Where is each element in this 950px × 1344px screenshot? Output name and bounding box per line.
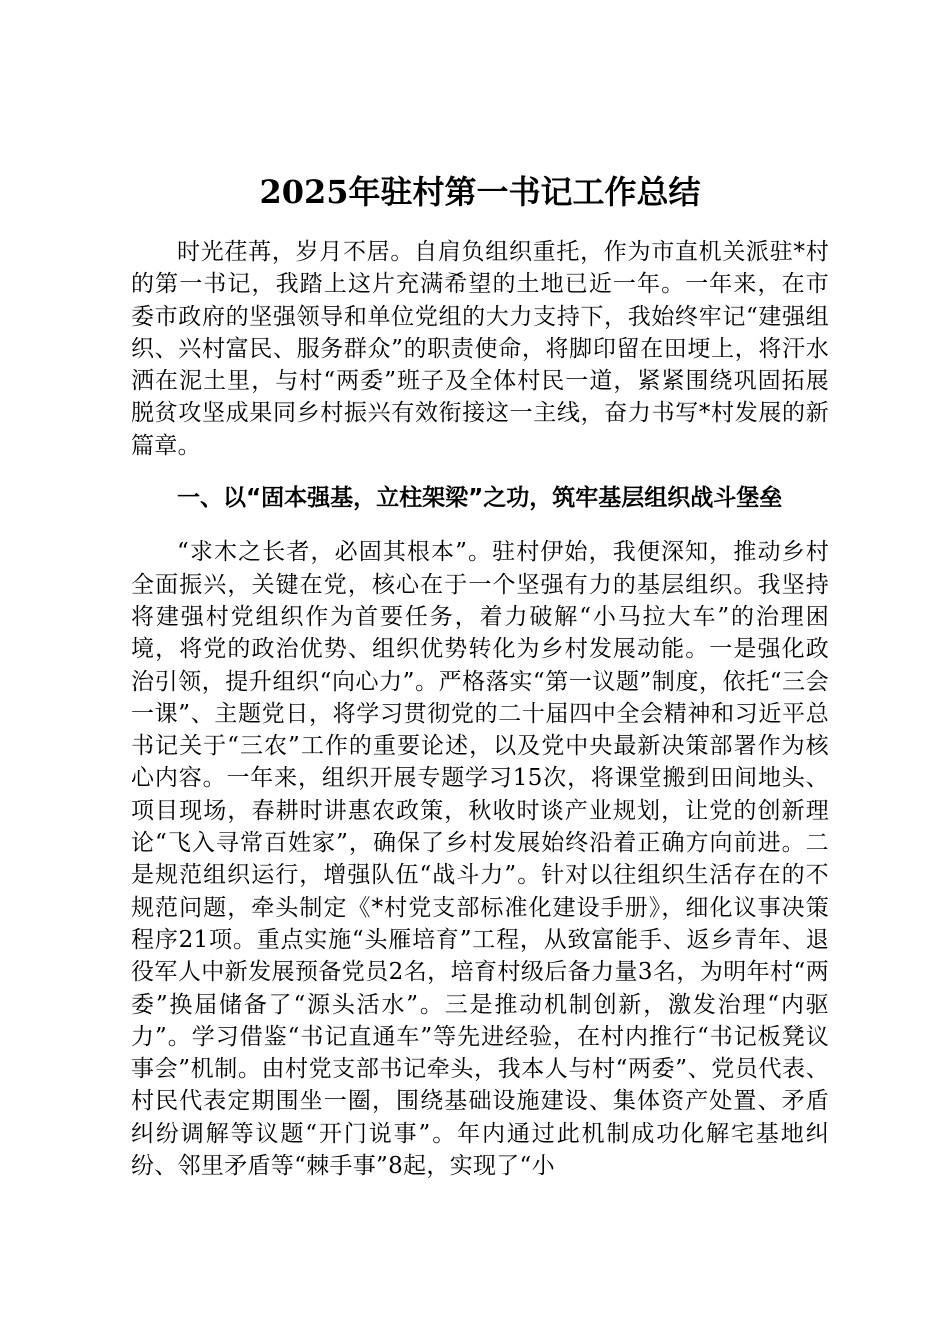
section-1-heading: 一、以“固本强基，立柱架梁”之功，筑牢基层组织战斗堡垒 <box>177 485 783 512</box>
section-1-paragraph: “求木之长者，必固其根本”。驻村伊始，我便深知，推动乡村全面振兴，关键在党，核心在于一个坚强有力的基层组织。我坚持将建强村党组织作为首要任务，着力破解“小马拉大车”的治理困境，将党的政治优势、组织优势转化为乡村发展动能。一是强化政治引领，提升组织“向心力”。严格落实“第一议题”制度，依托“三会一课”、主题党日，将学习贯彻党的二十届四中全会精神和习近平总书记关于“三农”工作的重要论述，以及党中央最新决策部署作为核心内容。一年来，组织开展专题学习15次，将课堂搬到田间地头、项目现场，春耕时讲惠农政策，秋收时谈产业规划，让党的创新理论“飞入寻常百姓家”，确保了乡村发展始终沿着正确方向前进。二是规范组织运行，增强队伍“战斗力”。针对以往组织生活存在的不规范问题，牵头制定《*村党支部标准化建设手册》，细化议事决策程序21项。重点实施“头雁培育”工程，从致富能手、返乡青年、退役军人中新发展预备党员2名，培育村级后备力量3名，为明年村“两委”换届储备了“源头活水”。三是推动机制创新，激发治理“内驱力”。学习借鉴“书记直通车”等先进经验，在村内推行“书记板凳议事会”机制。由村党支部书记牵头，我本人与村“两委”、党员代表、村民代表定期围坐一圈，围绕基础设施建设、集体资产处置、矛盾纠纷调解等议题“开门说事”。年内通过此机制成功化解宅基地纠纷、邻里矛盾等“棘手事”8起，实现了“小 <box>131 539 829 1180</box>
document-title: 2025年驻村第一书记工作总结 <box>259 173 701 211</box>
intro-paragraph: 时光荏苒，岁月不居。自肩负组织重托，作为市直机关派驻*村的第一书记，我踏上这片充满希望的土地已近一年。一年来，在市委市政府的坚强领导和单位党组的大力支持下，我始终牢记“建强组织、兴村富民、服务群众”的职责使命，将脚印留在田埂上，将汗水洒在泥土里，与村“两委”班子及全体村民一道，紧紧围绕巩固拓展脱贫攻坚成果同乡村振兴有效衔接这一主线，奋力书写*村发展的新篇章。 <box>131 239 829 459</box>
document-content <box>131 168 829 1182</box>
